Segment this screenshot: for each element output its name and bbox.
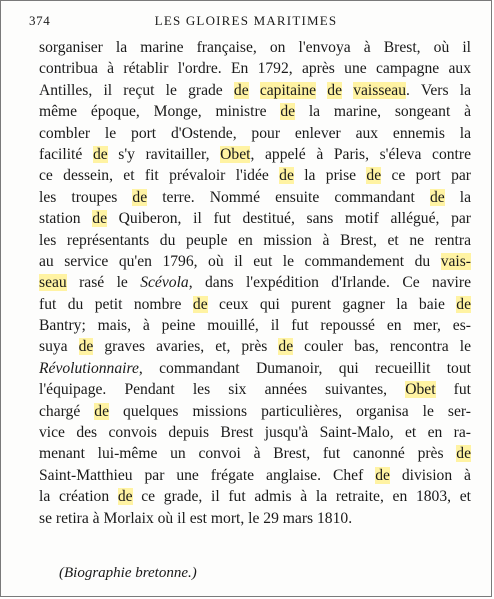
text-run: la création xyxy=(39,488,118,506)
text-run: . Vers la xyxy=(406,81,471,99)
highlighted-term: de xyxy=(375,466,390,484)
highlighted-term: de xyxy=(366,167,382,185)
text-line xyxy=(39,422,471,443)
text-run: même époque, Monge, ministre xyxy=(39,103,281,121)
text-run: fut xyxy=(435,381,471,399)
running-head: LES GLOIRES MARITIMES xyxy=(154,13,338,28)
highlighted-term: de xyxy=(456,445,471,463)
text-line xyxy=(39,58,471,79)
highlighted-term: seau xyxy=(39,274,67,292)
text-run: couler bas, rencontra le xyxy=(293,338,472,356)
text-run: Antilles, il reçut le grade xyxy=(39,81,234,99)
italic-text: Scévola xyxy=(140,274,189,292)
text-line xyxy=(39,123,471,144)
text-run: menant lui-même un convoi à Brest, fut canonné près xyxy=(39,445,457,463)
text-run xyxy=(342,82,353,99)
text-line xyxy=(39,465,471,486)
text-line xyxy=(39,358,471,379)
highlighted-term: de xyxy=(117,488,133,506)
text-run: facilité xyxy=(39,145,93,163)
text-line xyxy=(39,401,471,422)
highlighted-term: de xyxy=(192,295,208,313)
text-line xyxy=(39,165,471,186)
highlighted-term: capitaine xyxy=(259,81,317,99)
text-line xyxy=(39,272,471,293)
text-run: station xyxy=(39,210,93,228)
highlighted-term: vaisseau xyxy=(353,81,407,99)
text-line xyxy=(39,486,471,507)
text-run: rasé le xyxy=(66,274,141,292)
text-run: suya xyxy=(39,338,79,356)
highlighted-term: de xyxy=(94,402,110,420)
next-line-fragment xyxy=(31,591,281,596)
text-line xyxy=(39,37,471,58)
text-run: les troupes xyxy=(39,188,133,206)
highlighted-term: de xyxy=(279,167,294,185)
text-line xyxy=(39,230,471,251)
highlighted-term: de xyxy=(78,338,94,356)
text-line xyxy=(39,294,471,315)
text-run: vice des convois depuis Brest jusqu'à Saint-Malo, et en ra- xyxy=(39,424,471,442)
text-run: au service qu'en 1796, où il eut le commandement du xyxy=(39,252,441,270)
highlighted-term: Obet xyxy=(220,145,251,163)
text-run: ceux qui purent gagner la baie xyxy=(207,295,457,313)
highlighted-term: de xyxy=(278,338,294,356)
text-run: combler le port d'Ostende, pour enlever aux ennemis la xyxy=(39,124,471,142)
text-run: fut du petit nombre xyxy=(39,295,193,313)
text-line xyxy=(39,101,471,122)
text-run: la marine, songeant à xyxy=(295,103,471,121)
text-run: contribua à rétablir l'ordre. En 1792, après une campagne aux xyxy=(39,60,471,78)
text-line xyxy=(39,443,471,464)
page-number: 374 xyxy=(29,13,51,28)
text-run: ce grade, il fut admis à la retraite, en 1803, et xyxy=(132,488,471,506)
text-line xyxy=(39,251,471,272)
text-run: ce port par xyxy=(381,167,472,185)
text-line xyxy=(39,315,471,336)
text-run: terre. Nommé ensuite commandant xyxy=(147,188,430,206)
text-run: sorganiser la marine française, on l'envoya à Brest, où il xyxy=(39,39,471,56)
highlighted-term: de xyxy=(327,81,343,99)
highlighted-term: de xyxy=(280,103,296,121)
text-run: chargé xyxy=(39,402,95,420)
text-run: , commandant Dumanoir, qui recueillit tout xyxy=(138,359,471,377)
text-run: s'y ravitailler, xyxy=(107,145,221,163)
text-run: graves avaries, et, près xyxy=(93,338,279,356)
text-run xyxy=(316,82,327,99)
text-run: Bantry; mais, à peine mouillé, il fut repoussé en mer, es- xyxy=(39,317,471,335)
italic-text: Révolutionnaire xyxy=(39,359,139,377)
text-line xyxy=(39,187,471,208)
highlighted-term: de xyxy=(92,145,108,163)
text-run: Saint-Matthieu par une frégate anglaise. Chef xyxy=(39,466,376,484)
text-run: la prise xyxy=(293,167,367,185)
text-run xyxy=(249,82,260,99)
text-run: l'équipage. Pendant les six années suivantes, xyxy=(39,381,406,399)
text-run: , appelé à Paris, s'éleva contre xyxy=(250,145,471,163)
highlighted-term: Obet xyxy=(405,381,436,399)
body-text xyxy=(39,37,471,529)
highlighted-term: vais- xyxy=(440,252,471,270)
highlighted-term: de xyxy=(92,210,107,228)
text-run: se retira à Morlaix où il est mort, le 29 mars 1810. xyxy=(39,509,353,527)
text-run: ce dessein, et fit prévaloir l'idée xyxy=(39,167,280,185)
page-header xyxy=(23,13,469,33)
highlighted-term: de xyxy=(429,188,445,206)
source-citation: (Biographie bretonne.) xyxy=(59,565,197,581)
text-run: , dans l'expédition d'Irlande. Ce navire xyxy=(188,274,471,292)
highlighted-term: de xyxy=(456,295,472,313)
text-line xyxy=(39,144,471,165)
text-run: la xyxy=(444,188,472,206)
text-line xyxy=(39,208,471,229)
highlighted-term: de xyxy=(132,188,148,206)
text-run: quelques missions particulières, organisa le ser- xyxy=(109,402,471,420)
text-line xyxy=(39,80,471,101)
text-line xyxy=(39,379,471,400)
text-run: division à xyxy=(389,466,471,484)
text-line xyxy=(39,508,471,529)
text-run: Quiberon, il fut destitué, sans motif allégué, par xyxy=(106,210,472,228)
highlighted-term: de xyxy=(233,81,249,99)
text-line xyxy=(39,336,471,357)
text-run: les représentants du peuple en mission à Brest, et ne rentra xyxy=(39,231,471,249)
